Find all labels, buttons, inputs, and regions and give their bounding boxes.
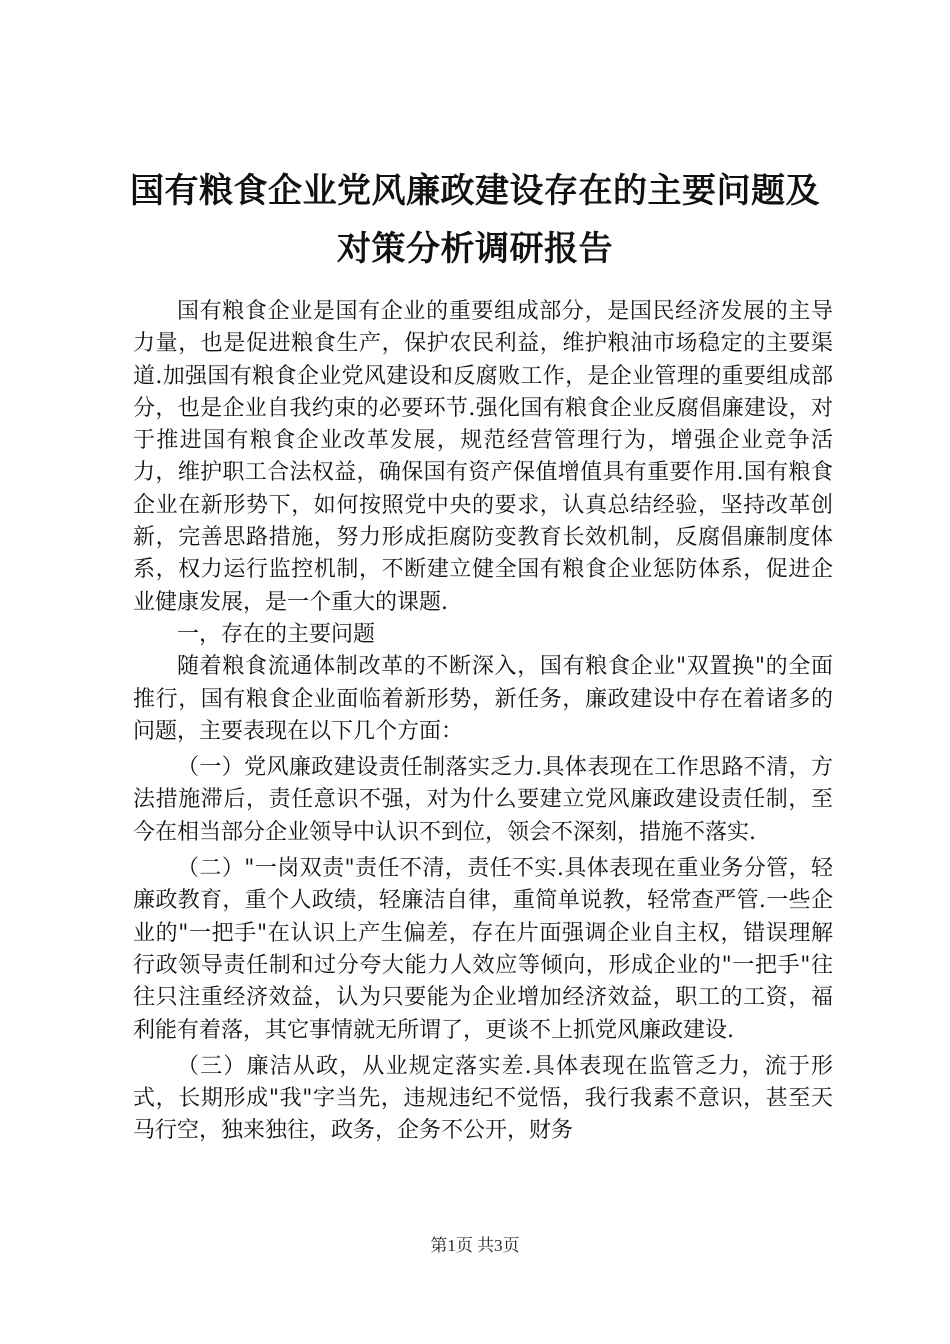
document-body <box>133 296 833 1148</box>
document-title <box>90 162 860 278</box>
title-line-1: 国有粮食企业党风廉政建设存在的主要问题及 <box>130 171 820 211</box>
problem-3-paragraph: （三）廉洁从政，从业规定落实差.具体表现在监管乏力，流于形式，长期形成"我"字当先，违规违纪不觉悟，我行我素不意识，甚至天马行空，独来独往，政务，企务不公开，财务 <box>133 1053 833 1144</box>
problems-intro-paragraph: 随着粮食流通体制改革的不断深入，国有粮食企业"双置换"的全面推行，国有粮食企业面临着新形势，新任务，廉政建设中存在着诸多的问题，主要表现在以下几个方面： <box>133 654 833 744</box>
intro-paragraph: 国有粮食企业是国有企业的重要组成部分，是国民经济发展的主导力量，也是促进粮食生产，保护农民利益，维护粮油市场稳定的主要渠道.加强国有粮食企业党风建设和反腐败工作，是企业管理的重要组成部分，也是企业自我约束的必要环节.强化国有粮食企业反腐倡廉建设，对于推进国有粮食企业改革发展，规范经营管理行为，增强企业竞争活力，维护职工合法权益，确保国有资产保值增值具有重要作用.国有粮食企业在新形势下，如何按照党中央的要求，认真总结经验，坚持改革创新，完善思路措施，努力形成拒腐防变教育长效机制，反腐倡廉制度体系，权力运行监控机制，不断建立健全国有粮食企业惩防体系，促进企业健康发展，是一个重大的课题. <box>133 299 833 615</box>
problem-2-paragraph: （二）"一岗双责"责任不清，责任不实.具体表现在重业务分管，轻廉政教育，重个人政绩，轻廉洁自律，重简单说教，轻常查严管.一些企业的"一把手"在认识上产生偏差，存在片面强调企业自主权，错误理解行政领导责任制和过分夸大能力人效应等倾向，形成企业的"一把手"往往只注重经济效益，认为只要能为企业增加经济效益，职工的工资，福利能有着落，其它事情就无所谓了，更谈不上抓党风廉政建设. <box>133 856 833 1043</box>
section-heading: 一，存在的主要问题 <box>177 621 376 647</box>
page-number: 第1页 共3页 <box>430 1236 520 1255</box>
problem-1-paragraph: （一）党风廉政建设责任制落实乏力.具体表现在工作思路不清，方法措施滞后，责任意识不强，对为什么要建立党风廉政建设责任制，至今在相当部分企业领导中认识不到位，领会不深刻，措施不落实. <box>133 755 833 845</box>
title-line-2: 对策分析调研报告 <box>337 229 613 269</box>
